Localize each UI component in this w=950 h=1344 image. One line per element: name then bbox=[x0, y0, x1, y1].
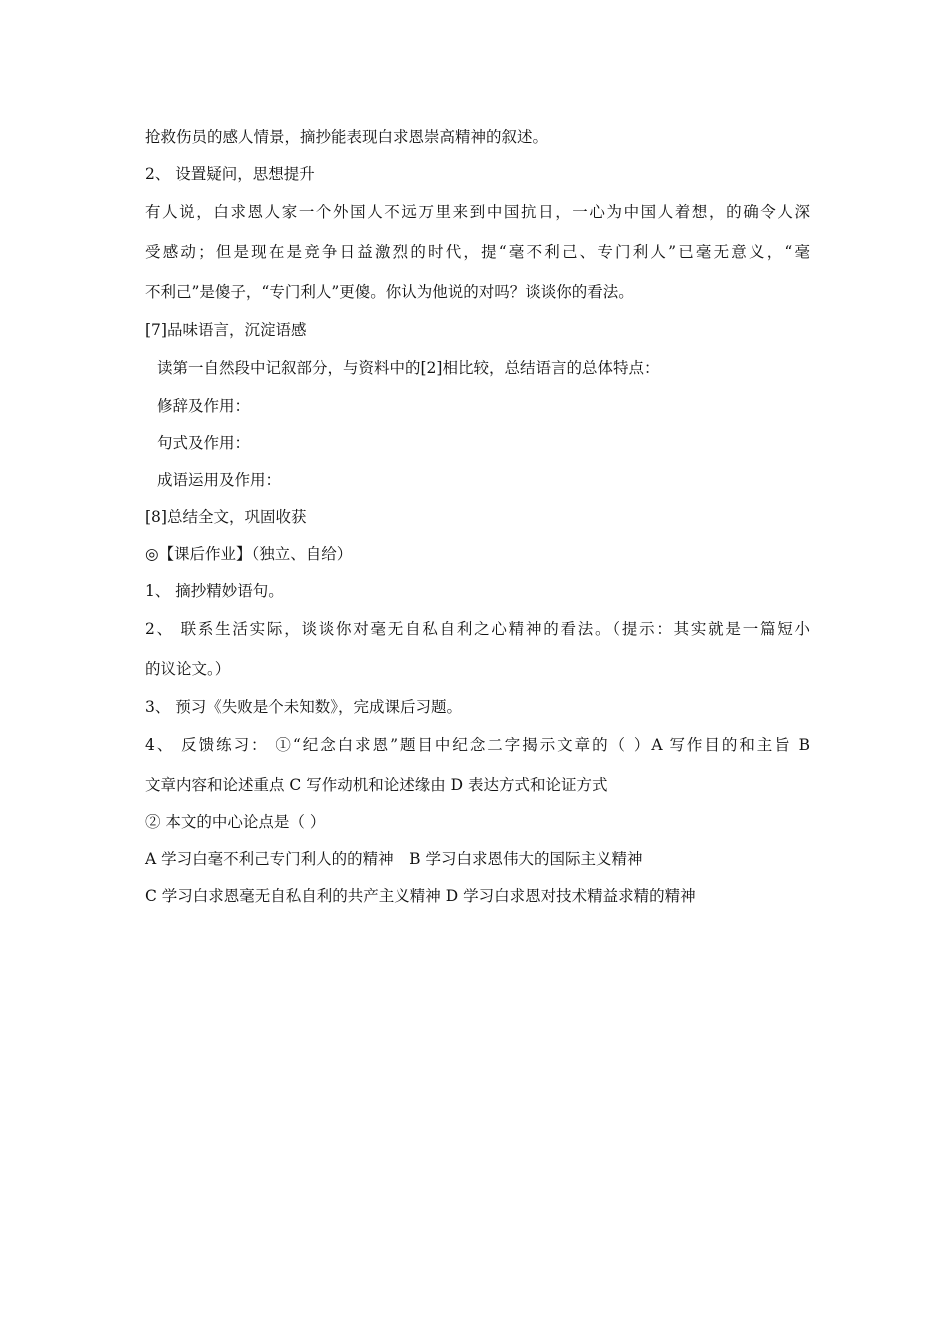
section-heading: 2、 设置疑问，思想提升 bbox=[145, 165, 315, 183]
list-item: 4、 反馈练习： ①“纪念白求恩”题目中纪念二字揭示文章的（ ）A 写作目的和主旨 B bbox=[145, 736, 810, 754]
paragraph-line: 修辞及作用： bbox=[157, 397, 251, 415]
paragraph-line: 的议论文。） bbox=[145, 660, 231, 678]
paragraph-line: 文章内容和论述重点 C 写作动机和论述缘由 D 表达方式和论证方式 bbox=[145, 776, 608, 794]
paragraph-line: 成语运用及作用： bbox=[157, 471, 282, 489]
paragraph-line: 有人说，白求恩人家一个外国人不远万里来到中国抗日，一心为中国人着想，的确令人深 bbox=[145, 203, 810, 221]
paragraph-line: 句式及作用： bbox=[157, 434, 251, 452]
question-line: ② 本文的中心论点是（ ） bbox=[145, 813, 326, 831]
section-heading: [8]总结全文，巩固收获 bbox=[145, 508, 307, 526]
paragraph-line: 不利己”是傻子，“专门利人”更傻。你认为他说的对吗？谈谈你的看法。 bbox=[145, 283, 634, 301]
answer-options: C 学习白求恩毫无自私自利的共产主义精神 D 学习白求恩对技术精益求精的精神 bbox=[145, 887, 696, 905]
section-heading: ◎【课后作业】（独立、自给） bbox=[145, 545, 353, 563]
paragraph-line: 抢救伤员的感人情景，摘抄能表现白求恩崇高精神的叙述。 bbox=[145, 128, 549, 146]
list-item: 3、 预习《失败是个未知数》，完成课后习题。 bbox=[145, 698, 463, 716]
paragraph-line: 受感动；但是现在是竞争日益激烈的时代，提“毫不利己、专门利人”已毫无意义，“毫 bbox=[145, 243, 810, 261]
list-item: 1、 摘抄精妙语句。 bbox=[145, 582, 284, 600]
section-heading: [7]品味语言，沉淀语感 bbox=[145, 321, 307, 339]
list-item: 2、 联系生活实际，谈谈你对毫无自私自利之心精神的看法。（提示：其实就是一篇短小 bbox=[145, 620, 810, 638]
answer-options: A 学习白毫不利己专门利人的的精神 B 学习白求恩伟大的国际主义精神 bbox=[145, 850, 643, 868]
paragraph-line: 读第一自然段中记叙部分，与资料中的[2]相比较，总结语言的总体特点： bbox=[157, 359, 660, 377]
